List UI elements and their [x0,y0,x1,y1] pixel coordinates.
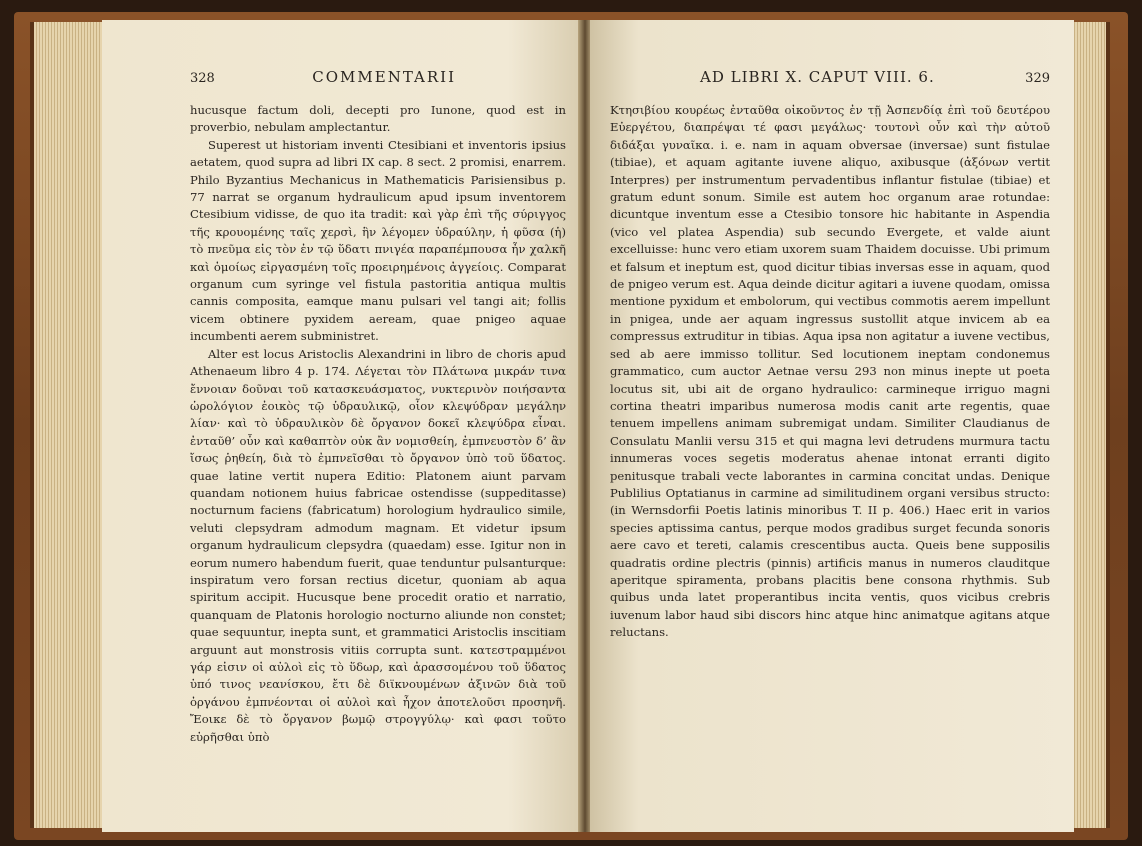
right-paragraph-1: Κτησιβίου κουρέως ἐνταῦθα οἰκοῦντος ἐν τῇ Ἀσπενδίᾳ ἐπὶ τοῦ δευτέρου Εὐεργέτου, διαπρέψαι τέ φασι μεγάλως· τουτονὶ οὖν καὶ τὴν αὐτοῦ διδάξαι γυναῖκα. i. e. nam in aquam obversae (inversae) sunt fistulae (tibiae), et aquam agitante iuvene aliquo, axibusque (ἀξόνων vertit Interpres) per instrumentum pervadentibus inflantur fistulae (tibiae) et gratum edunt sonum. Simile est autem hoc organum arae rotundae: dicuntque inventum esse a Ctesibio tonsore hic habitante in Aspendia (vico vel platea Aspendia) sub secundo Evergete, et valde aiunt excelluisse: hunc vero etiam uxorem suam Thaidem docuisse. Ubi primum et falsum et ineptum est, quod dicitur tibias inversas esse in aquam, quod de pnigeo verum est. Aqua deinde dicitur agitari a iuvene quodam, omissa mentione pyxidum et embolorum, qui vectibus commotis aerem impellunt in pnigea, unde aer aquam ingressus sustollit atque invicem ab ea compressus extruditur in tibias. Aqua ipsa non agitatur a iuvene vectibus, sed ab aere immisso tollitur. Sed locutionem ineptam condonemus grammatico, cum auctor Aetnae versu 293 non minus inepte ut poeta locutus sit, ubi ait de organo hydraulico: carmineque irriguo magni cortina theatri imparibus numerosa modis canit arte regentis, quae tenuem impellens animam subremigat undam. Similiter Claudianus de Consulatu Manlii versu 315 et qui magna levi detrudens murmura tactu innumeras voces segetis moderatus ahenae intonat erranti digito penitusque trabali vecte laborantes in carmina concitat undas. Denique Publilius Optatianus in carmine ad similitudinem organi versibus structo: (in Wernsdorfii Poetis latinis minoribus T. II p. 406.) Haec erit in varios species aptissima cantus, perque modos gradibus surget fecunda sonoris aere cavo et tereti, calamis crescentibus aucta. Queis bene supposilis quadratis ordine plectris (pinnis) artificis manus in numeros clauditque aperitque spiramenta, probans placitis bene consona rhythmis. Sub quibus unda latet properantibus incita ventis, quos vicibus crebris iuvenum labor haud sibi discors hinc atque hinc animatque agitans atque reluctans. [610,103,1050,640]
left-paragraph-3: Alter est locus Aristoclis Alexandrini in libro de choris apud Athenaeum libro 4 p. 174. Λέγεται τὸν Πλάτωνα μικράν τινα ἔννοιαν δοῦναι τοῦ κατασκευάσματος, νυκτερινὸν ποιήσαντα ὡρολόγιον ἐοικὸς τῷ ὑδραυλικῷ, οἷον κλεψύδραν μεγάλην λίαν· καὶ τὸ ὑδραυλικὸν δὲ ὄργανον δοκεῖ κλεψύδρα εἶναι. ἐνταῦθ’ οὖν καὶ καθαπτὸν οὐκ ἂν νομισθείη, ἐμπνευστὸν δ’ ἂν ἴσως ῥηθείη, διὰ τὸ ἐμπνεῖσθαι τὸ ὄργανον ὑπὸ τοῦ ὕδατος. quae latine vertit nupera Editio: Platonem aiunt parvam quandam notionem huius fabricae ostendisse (suppeditasse) nocturnum faciens (fabricatum) horologium hydraulico simile, veluti clepsydram admodum magnam. Et videtur ipsum organum hydraulicum clepsydra (quaedam) esse. Igitur non in eorum numero habendum fuerit, quae tenduntur pulsanturque: inspiratum vero forsan rectius dicetur, quoniam ab aqua spiritum accipit. Hucusque bene procedit oratio et narratio, quanquam de Platonis horologio nocturno aliunde non constet; quae sequuntur, inepta sunt, et grammatici Aristoclis inscitiam arguunt aut monstrosis vitiis corrupta sunt. κατεστραμμένοι γάρ εἰσιν οἱ αὐλοὶ εἰς τὸ ὕδωρ, καὶ ἀρασσομένου τοῦ ὕδατος ὑπό τινος νεανίσκου, ἔτι δὲ διϊκνουμένων ἀξινῶν διὰ τοῦ ὀργάνου ἐμπνέονται οἱ αὐλοὶ καὶ ἦχον ἀποτελοῦσι προσηνῆ. Ἔοικε δὲ τὸ ὄργανον βωμῷ στρογγύλῳ· καὶ φασι τοῦτο εὑρῆσθαι ὑπὸ [190,346,566,744]
right-page [590,20,1074,832]
right-running-title: AD LIBRI X. CAPUT VIII. 6. [700,68,935,86]
right-page-number: 329 [1025,71,1050,86]
left-paragraph-2: Superest ut historiam inventi Ctesibiani et inventoris ipsius aetatem, quod supra ad libri IX cap. 8 sect. 2 promisi, enarrem. Philo Byzantius Mechanicus in Mathematicis Parisiensibus p. 77 narrat se organum hydraulicum apud ipsum inventorem Ctesibium vidisse, de quo ita tradit: καὶ γὰρ ἐπὶ τῆς σύριγγος τῆς κρουομένης ταῖς χερσὶ, ἣν λέγομεν ὑδραύλην, ἡ φῦσα (ἡ) τὸ πνεῦμα εἰς τὸν ἐν τῷ ὕδατι πνιγέα παραπέμπουσα ἦν χαλκῆ καὶ ὁμοίως εἰργασμένη τοῖς προειρημένοις ἀγγείοις. Comparat organum cum syringe vel fistula pastoritia antiqua multis cannis composita, eamque manu pulsari vel tangi ait; follis vicem obtinere pyxidem aeream, quae pnigeo aquae incumbenti aerem subministret. [190,137,566,344]
left-page-edges [30,22,108,828]
right-text-block [610,102,1050,642]
left-page [102,20,580,832]
left-running-head [190,68,566,88]
left-running-title: COMMENTARII [312,68,456,86]
left-page-number: 328 [190,71,215,86]
left-paragraph-1: hucusque factum doli, decepti pro Iunone, quod est in proverbio, nebulam amplectantur. [190,103,566,135]
right-running-head [610,68,1050,88]
left-text-block [190,102,566,746]
right-page-edges [1072,22,1110,828]
